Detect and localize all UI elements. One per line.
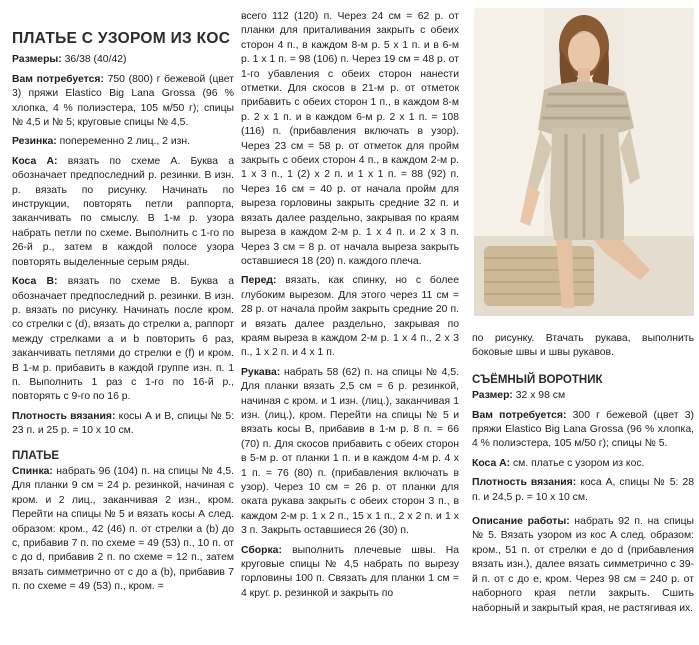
- collar-cable-label: Коса А:: [472, 457, 511, 469]
- collar-work-text: набрать 92 п. на спицы № 5. Вязать узором из кос А след. образом: кром., 51 п. от стрелки е до d (прибавления вязать изн.), далее вязать симметрично с 39-й п. от с до е, кром. Через 98 см = 240 р. от наборного края петли закрыть. Сшить наборный и закрытый края, не растягивая их.: [472, 516, 694, 614]
- back-text: набрать 96 (104) п. на спицы № 4,5. Для планки 9 см = 24 р. резинкой, начиная с кром. и 2 лиц., заканчивая 2 изн., кром. Перейти на спицы № 5 и вязать косы А след. образом: кром., 42 (46) п. от стрелки a (b) до с, прибавив 7 п. по схеме = 49 (53) п., 10 п. от с до d, прибавив 2 п. по схеме = 12 п., затем вязать симметрично от с до а (b), прибавив 7 п. по схеме = 49 (53) п., кром. =: [12, 465, 234, 593]
- cable-a-paragraph: [12, 155, 234, 270]
- collar-cable-text: см. платье с узором из кос.: [512, 457, 645, 469]
- collar-density-label: Плотность вязания:: [472, 477, 577, 489]
- front-text: вязать, как спинку, но с более глубоким вырезом. Для этого через 11 см = 28 р. от начала пройм закрыть средние 20 п. и вязать далее раздельно, закрывая по краям выреза в каждом 2-м р. 1 х 4 п., 2 х 3 п., 1 х 2 п. и 4 х 1 п.: [241, 275, 459, 359]
- density-paragraph: [12, 410, 234, 439]
- collar-cable-paragraph: [472, 457, 694, 471]
- sleeve-text: набрать 58 (62) п. на спицы № 4,5. Для планки вязать 2,5 см = 6 р. резинкой, начиная с кром. и 1 изн. (лиц.), заканчивая 1 изн. (лиц.), кром. Перейти на спицы № 5 и вязать косы В, прибавив в 1-м р. 8 п. = 66 (70) п. Для скосов прибавить с обеих сторон в 5-м р. от планки 1 п. и в каждом 4-м р. 4 х 1 п. = 76 (80) п. (прибавления включать в узор). Через 10 см = 26 р. от планки для оката рукава закрыть с обеих сторон 3 п., в каждом 2-м р. 1 х 2 п., 15 х 1 п., 2 х 2 п. и 1 х 3 п. Закрыть оставшиеся 26 (30) п.: [241, 366, 459, 537]
- dress-heading: ПЛАТЬЕ: [12, 449, 60, 462]
- page-title: ПЛАТЬЕ С УЗОРОМ ИЗ КОС: [12, 30, 231, 47]
- assembly-paragraph: [241, 544, 459, 602]
- collar-work-paragraph: [472, 515, 694, 616]
- assembly-label: Сборка:: [241, 544, 282, 556]
- materials-label: Вам потребуется:: [12, 73, 104, 85]
- back-continued-paragraph: всего 112 (120) п. Через 24 см = 62 р. от планки для приталивания закрыть с обеих сторон 4 п., в каждом 8-м р. 5 х 1 п. и в 6-м р. 1 х 1 п. = 98 (106) п. Через 19 см = 48 р. от 1-го убавления с обеих сторон нанести отметки. Для скосов в 21-м р. от отметок прибавить с обеих сторон 1 п., в каждом 8-м р. 2 х 1 п. и в каждом 6-м р. 2 х 1 п. = 108 (116) п. (прибавления включать в узор). Через 23 см = 58 р. от отметок для пройм закрыть с обеих сторон 4 п., в каждом 2-м р. 1 х 3 п., 1 (2) х 2 п. и 1 х 1 п. = 88 (92) п. Через 16 см = 40 р. от начала пройм для выреза горловины закрыть средние 32 п. и вязать далее раздельно, закрывая по краям выреза в каждом 2-м р. 1 х 4 п. и 2 х 3 п. Через 3 см = 8 р. от начала выреза закрыть оставшиеся 18 (20) п. каждого плеча.: [241, 11, 459, 267]
- collar-size-text: 32 х 98 см: [515, 390, 566, 402]
- back-paragraph: [12, 465, 234, 595]
- density-text: косы А и В, спицы № 5: 23 п. и 25 р. = 10 х 10 см.: [12, 410, 234, 437]
- collar-materials-text: 300 г бежевой (цвет 3) пряжи Elastico Big Lana Grossa (96 % хлопка, 4 % полиэстера, 105 м/50 г); спицы № 5.: [472, 409, 695, 450]
- column-right: [472, 332, 694, 621]
- collar-work-label: Описание работы:: [472, 516, 570, 528]
- sizes-label: Размеры:: [12, 54, 62, 66]
- cable-a-label: Коса А:: [12, 155, 58, 167]
- back-label: Спинка:: [12, 465, 53, 477]
- collar-density-paragraph: [472, 476, 694, 505]
- rib-paragraph: [12, 135, 234, 149]
- collar-heading: СЪЁМНЫЙ ВОРОТНИК: [472, 373, 603, 386]
- materials-text: 750 (800) г бежевой (цвет 3) пряжи Elastico Big Lana Grossa (96 % хлопка, 4 % полиэстера, 105 м/50 г); спицы № 4,5 и № 5; круговые спицы № 4,5.: [12, 73, 234, 129]
- assembly-continued-paragraph: по рисунку. Втачать рукава, выполнить боковые швы и швы рукавов.: [472, 333, 694, 359]
- cable-b-text: вязать по схеме В. Буква а обозначает предпоследний р. резинки. В изн. р. вязать по рисунку. Начинать после кром. со стрелки с (d), вязать до стрелки а, раппорт между стрелками а и b повторить 6 раз, заканчивать петлями до стрелки е (f) и кром. В 1-м р. прибавить в каждой группе изн. п. 1 п. Выполнить 1 раз с 1-го по 16-й р., повторять с 9-го по 16 р.: [12, 276, 235, 403]
- density-label: Плотность вязания:: [12, 410, 116, 422]
- sleeve-paragraph: [241, 366, 459, 539]
- rib-label: Резинка:: [12, 136, 57, 148]
- front-paragraph: [241, 274, 459, 360]
- collar-materials-label: Вам потребуется:: [472, 409, 567, 421]
- materials-paragraph: [12, 73, 234, 131]
- sleeve-label: Рукава:: [241, 366, 281, 378]
- model-illustration: [474, 8, 694, 316]
- front-label: Перед:: [241, 275, 277, 287]
- sizes-paragraph: [12, 53, 234, 67]
- assembly-text: выполнить плечевые швы. На круговые спицы № 4,5 набрать по вырезу горловины 100 п. Связать для планки 1 см = 4 круг. р. резинкой и закрыть по: [241, 544, 459, 599]
- model-photo: [474, 8, 694, 316]
- collar-materials-paragraph: [472, 409, 694, 452]
- sizes-text: 36/38 (40/42): [64, 54, 127, 66]
- collar-size-paragraph: [472, 389, 694, 403]
- column-left: [12, 20, 234, 600]
- cable-a-text: вязать по схеме А. Буква а обозначает предпоследний р. резинки. В изн. р. вязать по рисунку. Начинать по инструкции, повторять петли раппорта, заканчивать по смыслу. В 1-м р. узора набрать петли по схеме. Выполнить с 1-го по 26-й р., затем в каждой полосе узора повторять выделенные серым ряды.: [12, 155, 235, 268]
- collar-density-text: коса А, спицы № 5: 28 п. и 24,5 р. = 10 х 10 см.: [472, 477, 694, 503]
- column-middle: [241, 10, 459, 606]
- rib-text: попеременно 2 лиц., 2 изн.: [59, 136, 191, 148]
- cable-b-paragraph: [12, 275, 234, 405]
- cable-b-label: Коса В:: [12, 276, 58, 288]
- collar-size-label: Размер:: [472, 390, 513, 402]
